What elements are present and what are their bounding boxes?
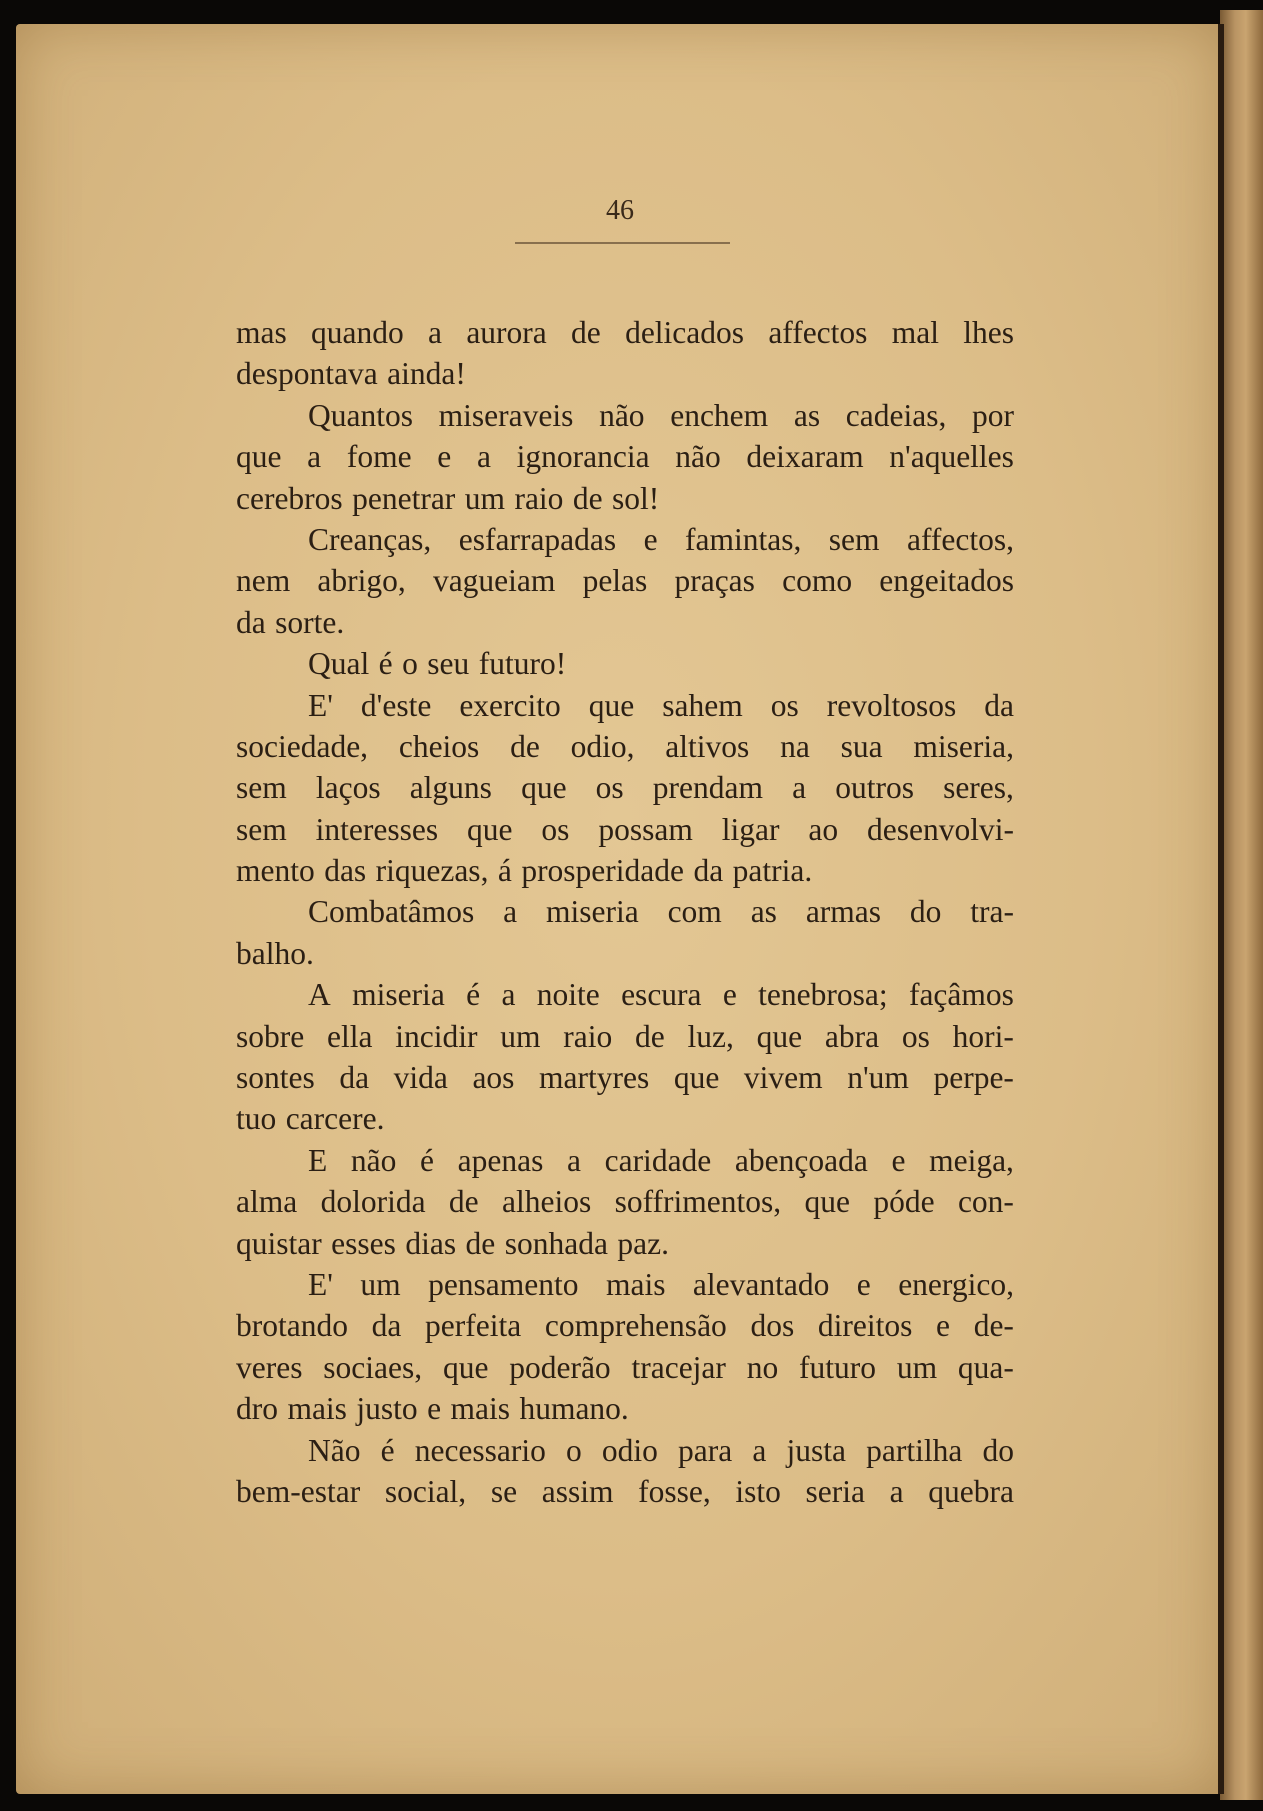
text-line: E' d'este exercito que sahem os revoltosos da: [308, 687, 1014, 723]
text-line: sociedade, cheios de odio, altivos na sua miseria,: [236, 728, 1014, 764]
header-rule: [515, 242, 730, 244]
text-line: despontava ainda!: [236, 356, 466, 392]
text-line: nem abrigo, vagueiam pelas praças como engeitados: [236, 563, 1014, 599]
text-line: mento das riquezas, á prosperidade da patria.: [236, 853, 813, 889]
text-line: A miseria é a noite escura e tenebrosa; façâmos: [308, 977, 1014, 1013]
text-line: cerebros penetrar um raio de sol!: [236, 480, 660, 516]
text-line: Quantos miseraveis não enchem as cadeias, por: [308, 397, 1014, 433]
text-line: bem-estar social, se assim fosse, isto seria a quebra: [236, 1473, 1014, 1509]
text-line: sobre ella incidir um raio de luz, que abra os hori-: [236, 1018, 1014, 1054]
text-line: veres sociaes, que poderão tracejar no futuro um qua-: [236, 1349, 1014, 1385]
body-text: [236, 312, 1014, 1512]
text-line: Qual é o seu futuro!: [308, 646, 567, 682]
text-line: quistar esses dias de sonhada paz.: [236, 1225, 669, 1261]
page-edge-shadow: [1218, 24, 1224, 1794]
book-spine: [1220, 10, 1263, 1800]
text-line: sontes da vida aos martyres que vivem n'um perpe-: [236, 1060, 1014, 1096]
text-line: tuo carcere.: [236, 1101, 385, 1137]
text-line: E' um pensamento mais alevantado e energico,: [308, 1266, 1014, 1302]
text-line: dro mais justo e mais humano.: [236, 1391, 629, 1427]
page-number: 46: [606, 195, 634, 226]
text-line: Creanças, esfarrapadas e famintas, sem affectos,: [308, 521, 1014, 557]
text-line: sem laços alguns que os prendam a outros seres,: [236, 770, 1014, 806]
text-line: mas quando a aurora de delicados affectos mal lhes: [236, 315, 1014, 350]
text-line: alma dolorida de alheios soffrimentos, que póde con-: [236, 1184, 1014, 1220]
text-line: Não é necessario o odio para a justa partilha do: [308, 1432, 1014, 1468]
text-line: brotando da perfeita comprehensão dos direitos e de-: [236, 1308, 1014, 1344]
text-line: Combatâmos a miseria com as armas do tra-: [308, 894, 1014, 930]
text-line: da sorte.: [236, 604, 345, 640]
text-line: E não é apenas a caridade abençoada e meiga,: [308, 1142, 1014, 1178]
text-line: sem interesses que os possam ligar ao desenvolvi-: [236, 811, 1014, 847]
text-line: balho.: [236, 935, 314, 971]
text-line: que a fome e a ignorancia não deixaram n'aquelles: [236, 439, 1014, 475]
